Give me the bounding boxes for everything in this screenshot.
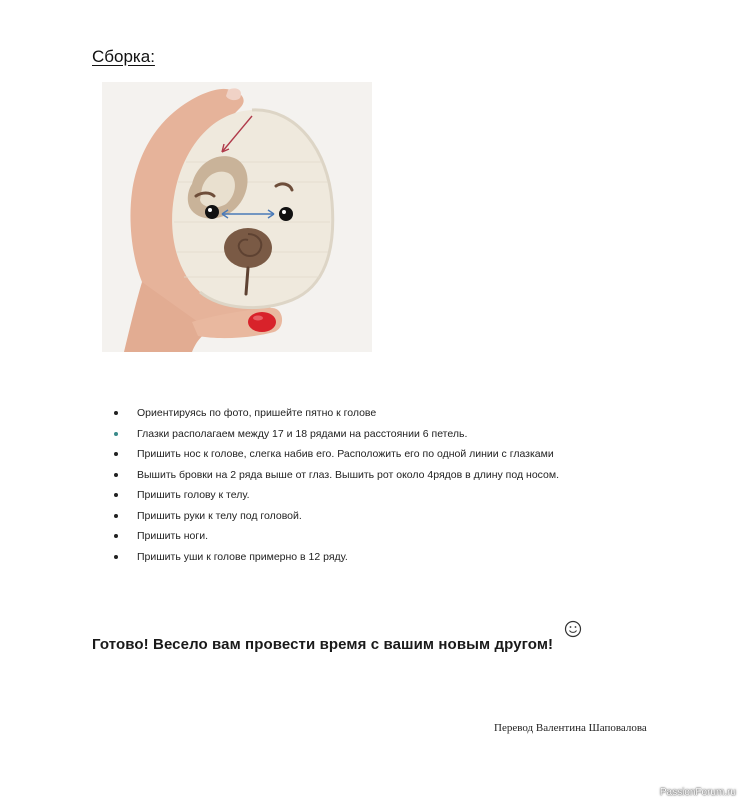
list-item: Вышить бровки на 2 ряда выше от глаз. Вышить рот около 4рядов в длину под носом. xyxy=(110,466,559,487)
crochet-puppy-head-illustration xyxy=(102,82,372,352)
assembly-steps-list xyxy=(110,404,559,568)
smiley-face-icon xyxy=(564,620,582,638)
watermark: PassionForum.ru xyxy=(659,787,736,798)
puppy-head-photo xyxy=(102,82,372,352)
list-item: Пришить руки к телу под головой. xyxy=(110,507,559,528)
translator-credit: Перевод Валентина Шаповалова xyxy=(494,722,647,734)
list-item: Пришить уши к голове примерно в 12 ряду. xyxy=(110,548,559,569)
list-item: Ориентируясь по фото, пришейте пятно к голове xyxy=(110,404,559,425)
list-item: Пришить нос к голове, слегка набив его. Расположить его по одной линии с глазками xyxy=(110,445,559,466)
list-item: Пришить ноги. xyxy=(110,527,559,548)
page-heading: Сборка: xyxy=(92,47,155,66)
list-item: Глазки располагаем между 17 и 18 рядами на расстоянии 6 петель. xyxy=(110,425,559,446)
final-message: Готово! Весело вам провести время с вашим новым другом! xyxy=(92,636,554,653)
list-item: Пришить голову к телу. xyxy=(110,486,559,507)
